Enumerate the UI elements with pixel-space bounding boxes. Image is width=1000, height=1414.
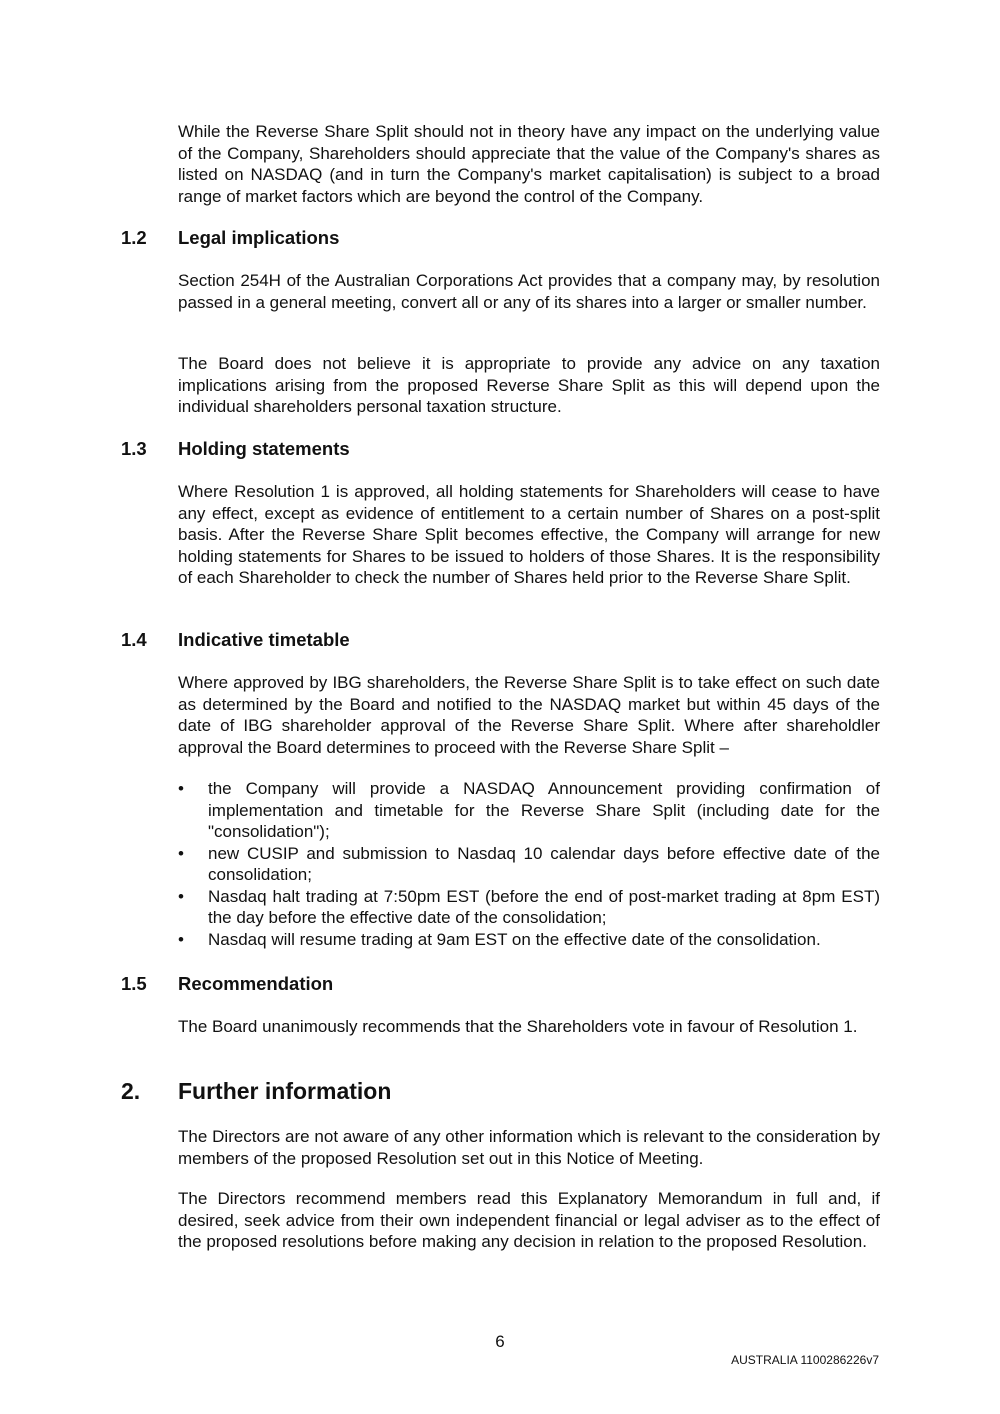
section-1-2-paragraph-2: The Board does not believe it is appropriate to provide any advice on any taxation implications arising from the proposed Reverse Share Split as this will depend upon the individual shareholders personal taxation structure. [178,354,880,416]
section-1-5-heading [121,973,333,995]
section-number: 1.3 [121,438,147,459]
section-title: Further information [178,1078,392,1104]
intro-paragraph: While the Reverse Share Split should not in theory have any impact on the underlying value of the Company, Shareholders should appreciate that the value of the Company's shares as listed on NASDAQ (and in turn the Company's market capitalisation) is subject to a broad range of market factors which are beyond the control of the Company. [178,122,880,206]
bullet-icon: • [178,779,184,798]
section-number: 1.5 [121,973,147,994]
bullet-icon: • [178,929,184,949]
section-1-4-paragraph-1: Where approved by IBG shareholders, the Reverse Share Split is to take effect on such date as determined by the Board and notified to the NASDAQ market but within 45 days of the date of IBG shareholder approval of the Reverse Share Split. Where after shareholdler approval the Board determines to proceed with the Reverse Share Split – [178,673,880,757]
list-item [178,778,880,843]
document-reference: AUSTRALIA 1100286226v7 [731,1353,879,1367]
section-title: Holding statements [178,438,350,459]
list-item [178,929,880,951]
list-item-text: Nasdaq halt trading at 7:50pm EST (before the end of post-market trading at 8pm EST) the day before the effective date of the consolidation; [208,886,880,927]
list-item-text: new CUSIP and submission to Nasdaq 10 calendar days before effective date of the consolidation; [208,843,880,884]
section-2-heading [121,1078,391,1105]
timetable-bullet-list [178,778,880,950]
section-1-3-heading [121,438,350,460]
section-2-paragraph-2: The Directors recommend members read this Explanatory Memorandum in full and, if desired, seek advice from their own independent financial or legal adviser as to the effect of the proposed resolutions before making any decision in relation to the proposed Resolution. [178,1189,880,1251]
bullet-icon: • [178,886,184,906]
list-item-text: the Company will provide a NASDAQ Announcement providing confirmation of implementation and timetable for the Reverse Share Split (including date for the "consolidation"); [208,779,880,841]
section-1-5-paragraph-1: The Board unanimously recommends that the Shareholders vote in favour of Resolution 1. [178,1017,858,1036]
section-title: Indicative timetable [178,629,350,650]
section-1-4-heading [121,629,350,651]
list-item-text: Nasdaq will resume trading at 9am EST on the effective date of the consolidation. [208,929,821,949]
page-number: 6 [495,1332,505,1351]
list-item [178,886,880,929]
section-number: 2. [121,1078,141,1104]
section-2-paragraph-1: The Directors are not aware of any other information which is relevant to the consideration by members of the proposed Resolution set out in this Notice of Meeting. [178,1127,880,1168]
list-item [178,843,880,886]
bullet-icon: • [178,843,184,863]
section-1-2-paragraph-1: Section 254H of the Australian Corporations Act provides that a company may, by resolution passed in a general meeting, convert all or any of its shares into a larger or smaller number. [178,271,880,312]
section-title: Legal implications [178,227,340,248]
section-1-3-paragraph-1: Where Resolution 1 is approved, all holding statements for Shareholders will cease to have any effect, except as evidence of entitlement to a certain number of Shares on a post-split basis. After the Reverse Share Split becomes effective, the Company will arrange for new holding statements for Shares to be issued to holders of those Shares. It is the responsibility of each Shareholder to check the number of Shares held prior to the Reverse Share Split. [178,482,880,587]
section-number: 1.4 [121,629,147,650]
section-title: Recommendation [178,973,334,994]
section-number: 1.2 [121,227,147,248]
section-1-2-heading [121,227,339,249]
